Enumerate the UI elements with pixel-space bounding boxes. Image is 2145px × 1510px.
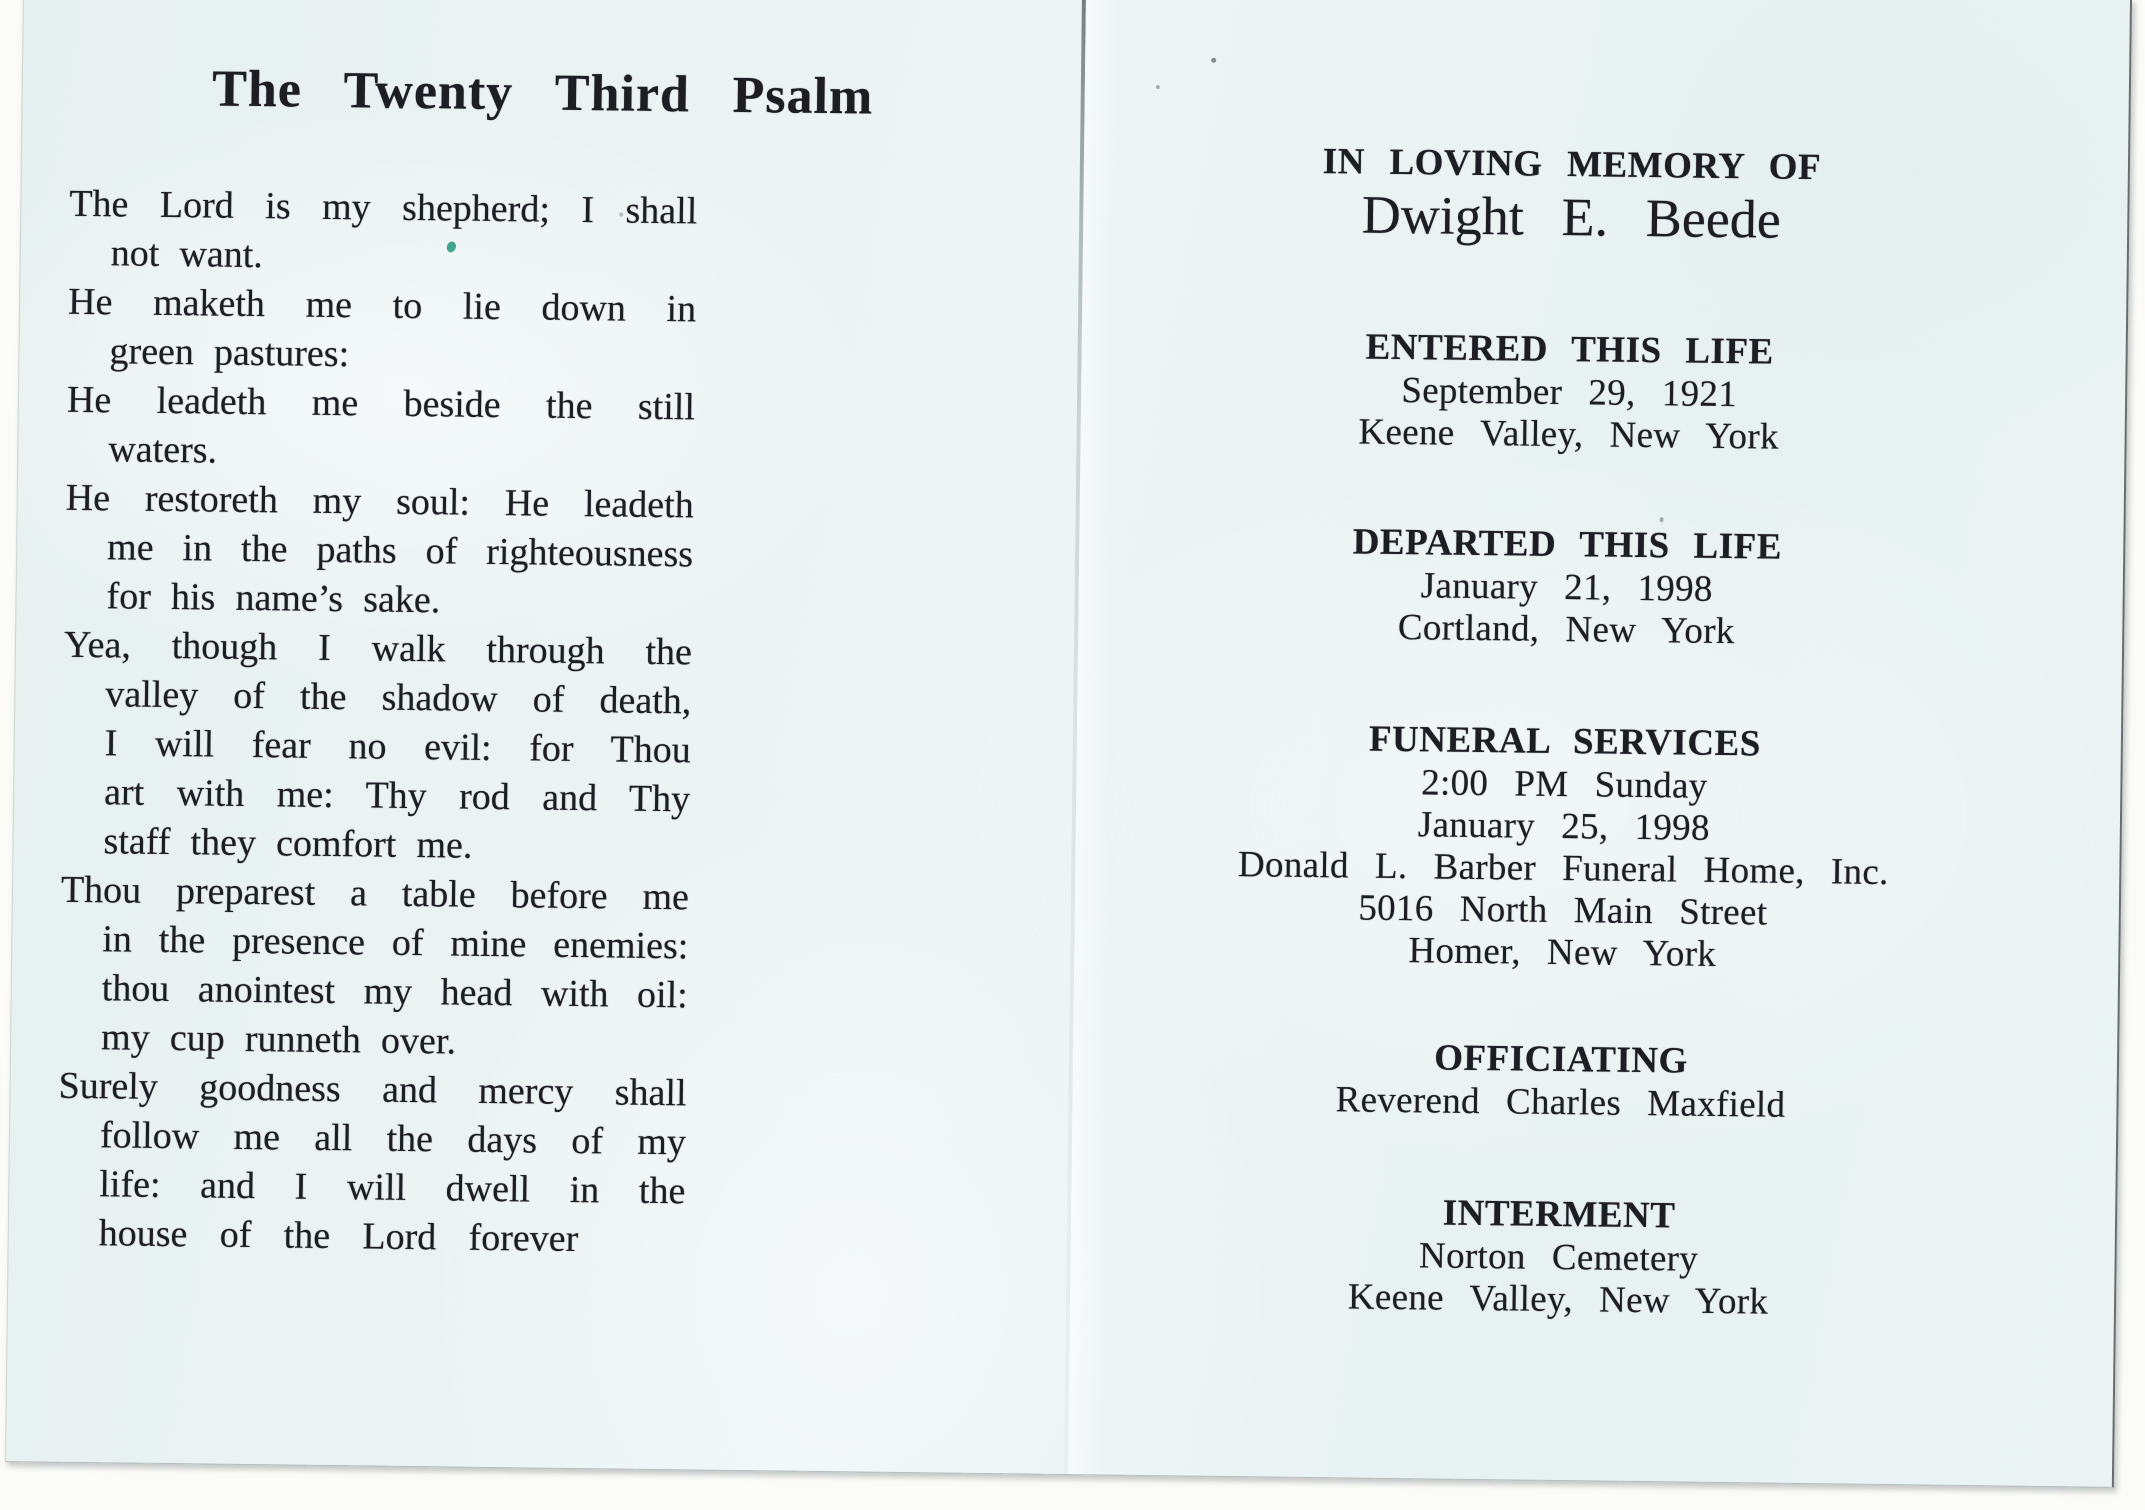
- section-line: Norton Cemetery: [1418, 1235, 1699, 1280]
- psalm-line: staff they comfort me.: [103, 820, 473, 867]
- psalm-verse: [61, 621, 692, 874]
- psalm-verse: [64, 474, 694, 629]
- psalm-line: thou anointest my head with oil:: [101, 967, 688, 1017]
- psalm-line: He leadeth me beside the still: [66, 378, 696, 429]
- psalm-verse: [66, 376, 695, 482]
- section-heading: ENTERED THIS LIFE: [1365, 326, 1774, 373]
- psalm-line: Thou preparest a table before me: [60, 868, 690, 919]
- section-line: Cortland, New York: [1397, 607, 1735, 653]
- section-officiating: [1110, 1033, 2011, 1130]
- psalm-line: house of the Lord forever: [98, 1212, 579, 1261]
- section-line: Keene Valley, New York: [1347, 1276, 1769, 1323]
- psalm-line: He maketh me to lie down in: [67, 280, 697, 331]
- section-heading: DEPARTED THIS LIFE: [1352, 521, 1783, 568]
- memorial-label: IN LOVING MEMORY OF: [1322, 141, 1822, 189]
- section-line: 2:00 PM Sunday: [1420, 762, 1708, 807]
- section-line: Homer, New York: [1408, 930, 1717, 975]
- section-heading: FUNERAL SERVICES: [1368, 718, 1762, 765]
- psalm-title: The Twenty Third Psalm: [211, 60, 874, 126]
- psalm-line: not want.: [110, 232, 264, 277]
- section-heading: INTERMENT: [1442, 1192, 1676, 1237]
- psalm-verse: [56, 1062, 686, 1266]
- psalm-line: for his name’s sake.: [106, 575, 441, 622]
- psalm-line: He restoreth my soul: He leadeth: [65, 476, 694, 527]
- section-line: Keene Valley, New York: [1358, 411, 1780, 458]
- section-heading: OFFICIATING: [1433, 1037, 1689, 1082]
- psalm-line: I will fear no evil: for Thou: [104, 722, 691, 772]
- psalm-line: valley of the shadow of death,: [105, 673, 692, 723]
- psalm-line: follow me all the days of my: [99, 1114, 687, 1164]
- psalm-line: life: and I will dwell in the: [99, 1163, 686, 1213]
- psalm-line: me in the paths of righteousness: [106, 526, 694, 576]
- psalm-verse: [67, 278, 696, 384]
- section-line: September 29, 1921: [1401, 370, 1738, 416]
- memorial-header: [1121, 137, 2022, 252]
- psalm-line: art with me: Thy rod and Thy: [103, 771, 691, 821]
- psalm-line: The Lord is my shepherd; I shall: [69, 182, 698, 233]
- memorial-page: [1106, 0, 2024, 1486]
- section-interment: [1108, 1188, 2009, 1327]
- section-line: Reverend Charles Maxfield: [1335, 1079, 1786, 1126]
- section-line: January 21, 1998: [1420, 565, 1713, 610]
- psalm-verse: [59, 866, 689, 1070]
- section-funeral-services: [1112, 715, 2015, 980]
- psalm-verse: [68, 180, 697, 286]
- psalm-line: green pastures:: [109, 330, 350, 376]
- section-line: January 25, 1998: [1417, 804, 1711, 849]
- psalm-page: [6, 0, 1080, 1474]
- section-entered-this-life: [1118, 323, 2019, 462]
- psalm-line: waters.: [108, 428, 218, 472]
- section-line: 5016 North Main Street: [1358, 887, 1768, 934]
- section-departed-this-life: [1116, 518, 2017, 657]
- memorial-card-scan: [5, 0, 2132, 1488]
- psalm-text: [56, 180, 697, 1266]
- psalm-line: Surely goodness and mercy shall: [58, 1064, 687, 1115]
- psalm-line: Yea, though I walk through the: [63, 623, 693, 674]
- section-line: Donald L. Barber Funeral Home, Inc.: [1237, 844, 1889, 894]
- psalm-line: my cup runneth over.: [100, 1016, 457, 1063]
- psalm-line: in the presence of mine enemies:: [102, 918, 689, 968]
- deceased-name: Dwight E. Beede: [1361, 184, 1782, 250]
